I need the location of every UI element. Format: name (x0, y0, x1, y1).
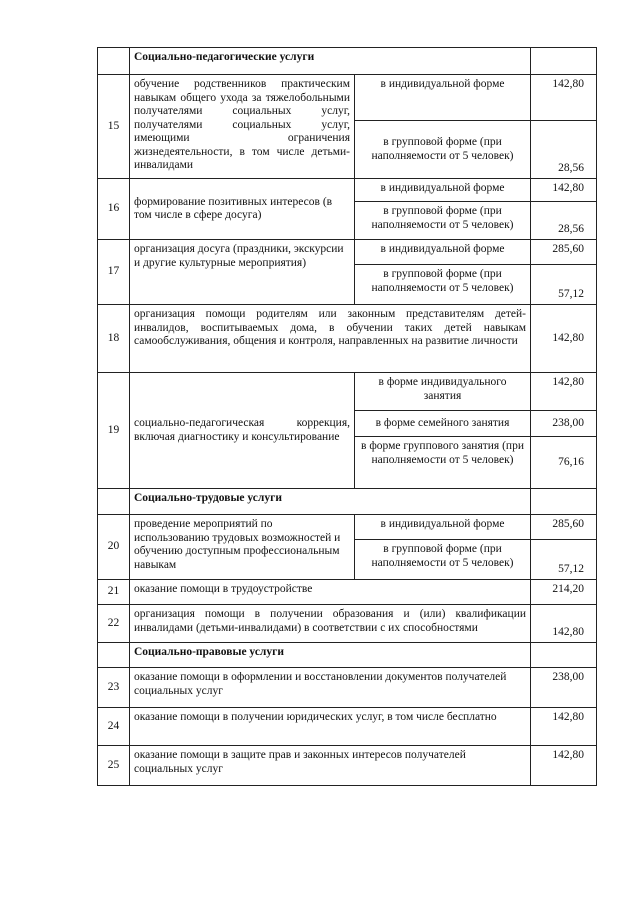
price: 142,80 (531, 305, 597, 373)
service-description: оказание помощи в получении юридических услуг, в том числе бесплатно (130, 708, 531, 746)
table-row-21 (98, 580, 597, 605)
section-num-cell (98, 489, 130, 515)
section-num-cell (98, 48, 130, 75)
price-individual: 142,80 (531, 179, 597, 202)
section-price-cell (531, 48, 597, 75)
service-description: организация помощи родителям или законным представителям детей-инвалидов, воспитываемых дома, в обучении таких детей навыкам самообслуживания, общения и контроля, направленных на развитие личности (130, 305, 531, 373)
service-description: организация досуга (праздники, экскурсии и другие культурные мероприятия) (130, 240, 355, 305)
form-group: в групповой форме (при наполняемости от 5 человек) (355, 540, 531, 580)
section-title-labor: Социально-трудовые услуги (130, 489, 531, 515)
table-row-18 (98, 305, 597, 373)
table-row-22 (98, 605, 597, 643)
row-number: 20 (98, 515, 130, 580)
row-number: 21 (98, 580, 130, 605)
table-row-25 (98, 746, 597, 786)
price-group: 57,12 (531, 265, 597, 305)
table-row-17 (98, 240, 597, 265)
form-individual-session: в форме индивидуального занятия (355, 373, 531, 411)
section-price-cell (531, 643, 597, 668)
service-description: проведение мероприятий по использованию трудовых возможностей и обучению доступным профессиональным навыкам (130, 515, 355, 580)
service-description: обучение родственников практическим навыкам общего ухода за тяжелобольными получателями социальных услуг, получателями социальных услуг, имеющими ограничения жизнедеятельности, в том числе детьми-инвалидами (130, 75, 355, 179)
price-group: 57,12 (531, 540, 597, 580)
row-number: 15 (98, 75, 130, 179)
price: 142,80 (531, 746, 597, 786)
form-group: в групповой форме (при наполняемости от 5 человек) (355, 265, 531, 305)
row-number: 22 (98, 605, 130, 643)
price-group: 76,16 (531, 437, 597, 489)
table-row-24 (98, 708, 597, 746)
row-number: 25 (98, 746, 130, 786)
service-description: формирование позитивных интересов (в том числе в сфере досуга) (130, 179, 355, 240)
table-row-20 (98, 515, 597, 540)
row-number: 23 (98, 668, 130, 708)
price-group: 28,56 (531, 121, 597, 179)
row-number: 18 (98, 305, 130, 373)
section-row-legal (98, 643, 597, 668)
service-description: организация помощи в получении образования и (или) квалификации инвалидами (детьми-инвалидами) в соответствии с их способностями (130, 605, 531, 643)
price: 214,20 (531, 580, 597, 605)
price: 142,80 (531, 605, 597, 643)
table-row-16 (98, 179, 597, 202)
form-family-session: в форме семейного занятия (355, 411, 531, 437)
price-individual: 142,80 (531, 75, 597, 121)
section-row-pedagogical (98, 48, 597, 75)
row-number: 24 (98, 708, 130, 746)
section-title-legal: Социально-правовые услуги (130, 643, 531, 668)
form-group: в групповой форме (при наполняемости от 5 человек) (355, 121, 531, 179)
price: 142,80 (531, 708, 597, 746)
row-number: 17 (98, 240, 130, 305)
form-individual: в индивидуальной форме (355, 240, 531, 265)
service-description: социально-педагогическая коррекция, включая диагностику и консультирование (130, 373, 355, 489)
table-row-19 (98, 373, 597, 411)
section-row-labor (98, 489, 597, 515)
section-title-pedagogical: Социально-педагогические услуги (130, 48, 531, 75)
form-group-session: в форме группового занятия (при наполняемости от 5 человек) (355, 437, 531, 489)
services-tariff-table (97, 47, 597, 786)
price: 238,00 (531, 668, 597, 708)
form-group: в групповой форме (при наполняемости от 5 человек) (355, 202, 531, 240)
service-description: оказание помощи в оформлении и восстановлении документов получателей социальных услуг (130, 668, 531, 708)
form-individual: в индивидуальной форме (355, 75, 531, 121)
form-individual: в индивидуальной форме (355, 515, 531, 540)
price-family: 238,00 (531, 411, 597, 437)
section-price-cell (531, 489, 597, 515)
price-group: 28,56 (531, 202, 597, 240)
price-individual: 142,80 (531, 373, 597, 411)
service-description: оказание помощи в защите прав и законных интересов получателей социальных услуг (130, 746, 531, 786)
row-number: 19 (98, 373, 130, 489)
form-individual: в индивидуальной форме (355, 179, 531, 202)
price-individual: 285,60 (531, 240, 597, 265)
table-row-23 (98, 668, 597, 708)
row-number: 16 (98, 179, 130, 240)
table-row-15 (98, 75, 597, 121)
service-description: оказание помощи в трудоустройстве (130, 580, 531, 605)
section-num-cell (98, 643, 130, 668)
price-individual: 285,60 (531, 515, 597, 540)
